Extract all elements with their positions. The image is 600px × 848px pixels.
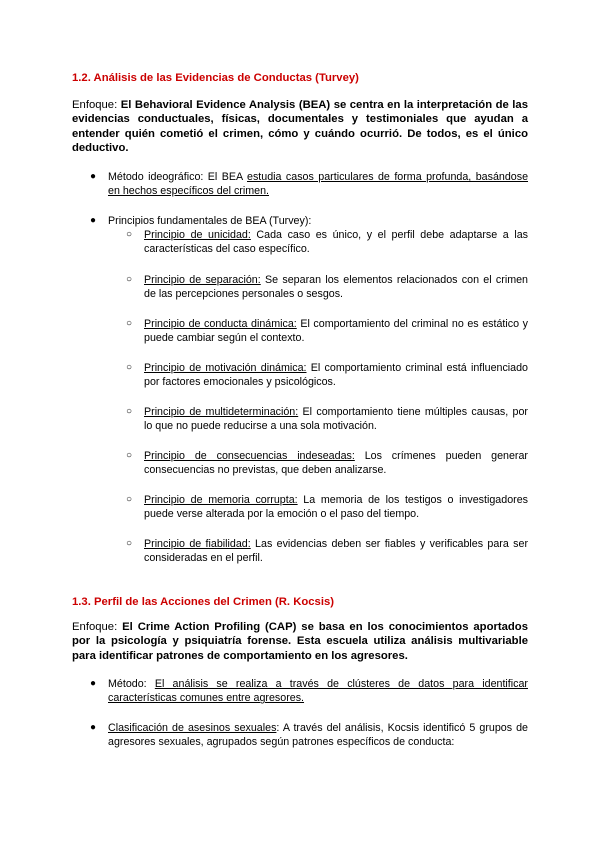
classification-text: : A través del análisis, Kocsis identificó 5 grupos de agresores sexuales, agrupados según patrones específicos de conducta:: [108, 722, 528, 749]
principle-name: Principio de unicidad:: [144, 229, 251, 241]
list-item-method: [108, 170, 528, 199]
principle-item: [144, 493, 528, 522]
bullet-icon: ●: [90, 722, 97, 733]
method-text: estudia casos particulares de forma profunda, basándose en hechos específicos del crimen.: [108, 171, 529, 198]
section-1-3-intro: [72, 620, 528, 663]
principle-text: Los crímenes pueden generar consecuencias no previstas, que deben analizarse.: [144, 450, 528, 477]
principle-text: Las evidencias deben ser fiables y verificables para ser consideradas en el perfil.: [144, 538, 528, 565]
bullet-icon: ●: [90, 171, 97, 182]
sub-bullet-icon: ○: [126, 274, 133, 285]
section-1-2-intro: [72, 98, 528, 156]
principle-text: El comportamiento criminal está influenciado por factores emocionales y psicológicos.: [144, 362, 529, 389]
principle-name: Principio de memoria corrupta:: [144, 494, 298, 506]
principle-text: El comportamiento del criminal no es estático y puede cambiar según el contexto.: [144, 318, 528, 345]
principle-name: Principio de consecuencias indeseadas:: [144, 450, 355, 462]
principle-item: [144, 317, 528, 346]
principle-name: Principio de conducta dinámica:: [144, 318, 297, 330]
sub-bullet-icon: ○: [126, 362, 133, 373]
section-heading-1-3: 1.3. Perfil de las Acciones del Crimen (R. Kocsis): [72, 596, 335, 608]
principle-text: Cada caso es único, y el perfil debe adaptarse a las características del caso específico.: [144, 229, 528, 256]
method-label: Método:: [108, 678, 155, 690]
sub-bullet-icon: ○: [126, 318, 133, 329]
sub-bullet-icon: ○: [126, 538, 133, 549]
principle-name: Principio de separación:: [144, 274, 261, 286]
principle-name: Principio de fiabilidad:: [144, 538, 251, 550]
principle-item: [144, 361, 528, 390]
principle-item: [144, 449, 528, 478]
sub-bullet-icon: ○: [126, 406, 133, 417]
classification-name: Clasificación de asesinos sexuales: [108, 722, 277, 734]
principle-text: Se separan los elementos relacionados con el crimen de las percepciones personales o sesgos.: [144, 274, 528, 301]
intro-label: Enfoque:: [72, 621, 123, 633]
section-heading-1-2: 1.2. Análisis de las Evidencias de Conductas (Turvey): [72, 72, 359, 84]
principle-item: [144, 537, 528, 566]
principles-title: Principios fundamentales de BEA (Turvey):: [108, 215, 312, 227]
principle-item: [144, 405, 528, 434]
list-item-classification: [108, 721, 528, 750]
intro-label: Enfoque:: [72, 99, 121, 111]
intro-text: El Crime Action Profiling (CAP) se basa en los conocimientos aportados por la psicología y psiquiatría forense. Esta escuela utiliza análisis multivariable para identificar patrones de comportamiento en los agresores.: [72, 621, 528, 662]
principle-item: [144, 273, 528, 302]
bullet-icon: ●: [90, 678, 97, 689]
principle-name: Principio de motivación dinámica:: [144, 362, 307, 374]
sub-bullet-icon: ○: [126, 450, 133, 461]
sub-bullet-icon: ○: [126, 229, 133, 240]
principle-name: Principio de multideterminación:: [144, 406, 299, 418]
principle-text: La memoria de los testigos o investigadores puede verse alterada por la emoción o el paso del tiempo.: [144, 494, 528, 521]
bullet-icon: ●: [90, 215, 97, 226]
principle-item: [144, 228, 528, 257]
method-label: Método ideográfico: El BEA: [108, 171, 248, 183]
sub-bullet-icon: ○: [126, 494, 133, 505]
principle-text: El comportamiento tiene múltiples causas, por lo que no puede reducirse a una sola motivación.: [144, 406, 528, 433]
intro-text: El Behavioral Evidence Analysis (BEA) se centra en la interpretación de las evidencias conductuales, físicas, documentales y testimoniales que ayudan a entender quién cometió el crimen, cómo y cuándo ocurrió. De todos, es el único deductivo.: [72, 99, 528, 155]
method-text: El análisis se realiza a través de clústeres de datos para identificar características comunes entre agresores.: [108, 678, 528, 705]
list-item-method: [108, 677, 528, 706]
